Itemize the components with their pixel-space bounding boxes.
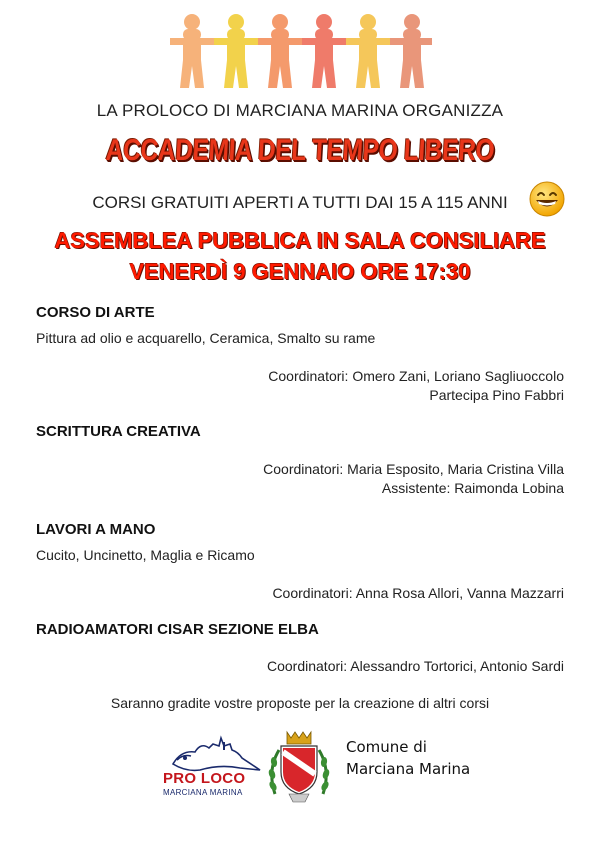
participant-line: Partecipa Pino Fabbri [429,387,564,403]
proposals-text: Saranno gradite vostre proposte per la creazione di altri corsi [110,695,490,711]
course-description-lavori: Cucito, Uncinetto, Maglia e Ricamo [36,547,255,563]
course-coordinators-radioamatori [267,657,564,676]
page-title: ACCADEMIA DEL TEMPO LIBERO [104,134,496,167]
course-title-arte: CORSO DI ARTE [36,304,155,321]
course-coordinators-scrittura [263,460,564,498]
paper-person-5 [346,14,390,88]
proloco-subtitle: MARCIANA MARINA [163,788,243,797]
intro-text: LA PROLOCO DI MARCIANA MARINA ORGANIZZA [96,101,504,120]
grinning-face-icon [528,180,566,218]
assistant-line: Assistente: Raimonda Lobina [381,480,564,496]
comune-name: Marciana Marina [346,760,471,778]
course-coordinators-lavori [272,584,564,603]
course-title-lavori: LAVORI A MANO [36,521,156,538]
coordinators-line: Coordinatori: Anna Rosa Allori, Vanna Mazzarri [272,585,564,601]
paper-chain-people-icon [170,12,432,90]
comune-label: Comune di [346,738,427,756]
paper-person-4 [302,14,346,88]
paper-person-1 [170,14,214,88]
course-title-radioamatori: RADIOAMATORI CISAR SEZIONE ELBA [36,621,319,638]
coordinators-line: Coordinatori: Alessandro Tortorici, Antonio Sardi [266,658,564,674]
course-description-arte: Pittura ad olio e acquarello, Ceramica, Smalto su rame [36,330,376,346]
courses-age-text: CORSI GRATUITI APERTI A TUTTI DAI 15 A 115 ANNI [92,193,508,212]
proloco-name: PRO LOCO [163,770,246,787]
assembly-date: VENERDÌ 9 GENNAIO ORE 17:30 [129,259,471,284]
course-coordinators-arte [268,367,564,405]
assembly-location: ASSEMBLEA PUBBLICA IN SALA CONSILIARE [54,228,546,253]
coordinators-line: Coordinatori: Omero Zani, Loriano Sagliuoccolo [268,368,564,384]
paper-person-6 [390,14,432,88]
paper-person-2 [214,14,258,88]
municipal-crest-icon [267,728,331,808]
course-title-scrittura: SCRITTURA CREATIVA [36,423,201,440]
coordinators-line: Coordinatori: Maria Esposito, Maria Cristina Villa [263,461,564,477]
paper-person-3 [258,14,302,88]
